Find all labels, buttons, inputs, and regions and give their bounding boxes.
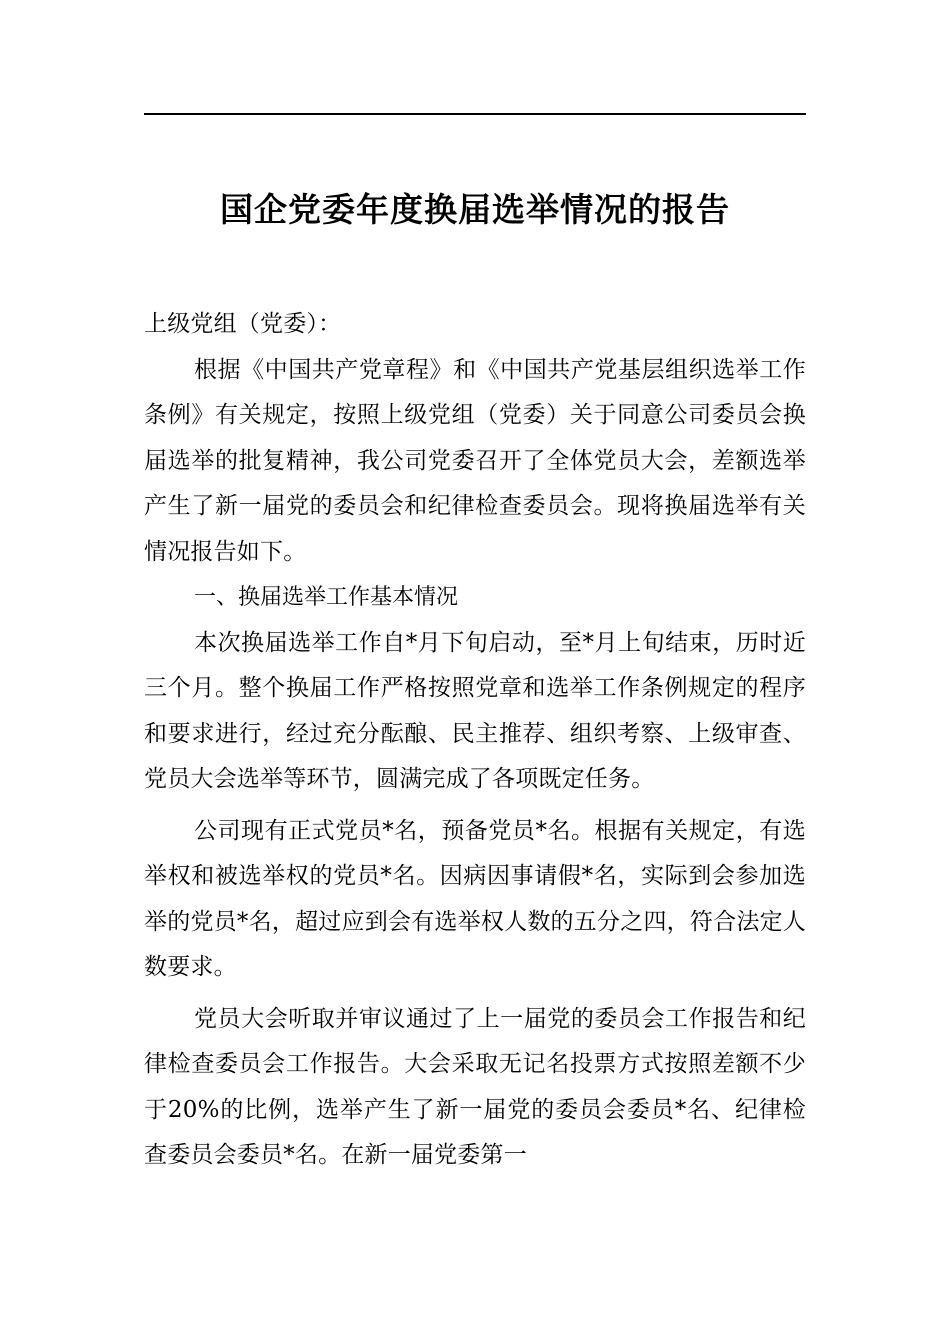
paragraph-section1-3: 党员大会听取并审议通过了上一届党的委员会工作报告和纪律检查委员会工作报告。大会采取无记名投票方式按照差额不少于20%的比例，选举产生了新一届党的委员会委员*名、纪律检查委员会委员*名。在新一届党委第一 (144, 1005, 806, 1168)
section-heading-1: 一、换届选举工作基本情况 (194, 585, 459, 610)
paragraph-section1-2: 公司现有正式党员*名，预备党员*名。根据有关规定，有选举权和被选举权的党员*名。因病因事请假*名，实际到会参加选举的党员*名，超过应到会有选举权人数的五分之四，符合法定人数要求。 (144, 817, 806, 980)
paragraph-section1-1: 本次换届选举工作自*月下旬启动，至*月上旬结束，历时近三个月。整个换届工作严格按照党章和选举工作条例规定的程序和要求进行，经过充分酝酿、民主推荐、组织考察、上级审查、党员大会选举等环节，圆满完成了各项既定任务。 (144, 629, 806, 792)
document-body (144, 302, 806, 1179)
document-title: 国企党委年度换届选举情况的报告 (220, 190, 730, 229)
paragraph-intro: 根据《中国共产党章程》和《中国共产党基层组织选举工作条例》有关规定，按照上级党组（党委）关于同意公司委员会换届选举的批复精神，我公司党委召开了全体党员大会，差额选举产生了新一届党的委员会和纪律检查委员会。现将换届选举有关情况报告如下。 (144, 356, 806, 565)
salutation: 上级党组（党委）： (144, 311, 342, 337)
header-rule (144, 113, 806, 115)
